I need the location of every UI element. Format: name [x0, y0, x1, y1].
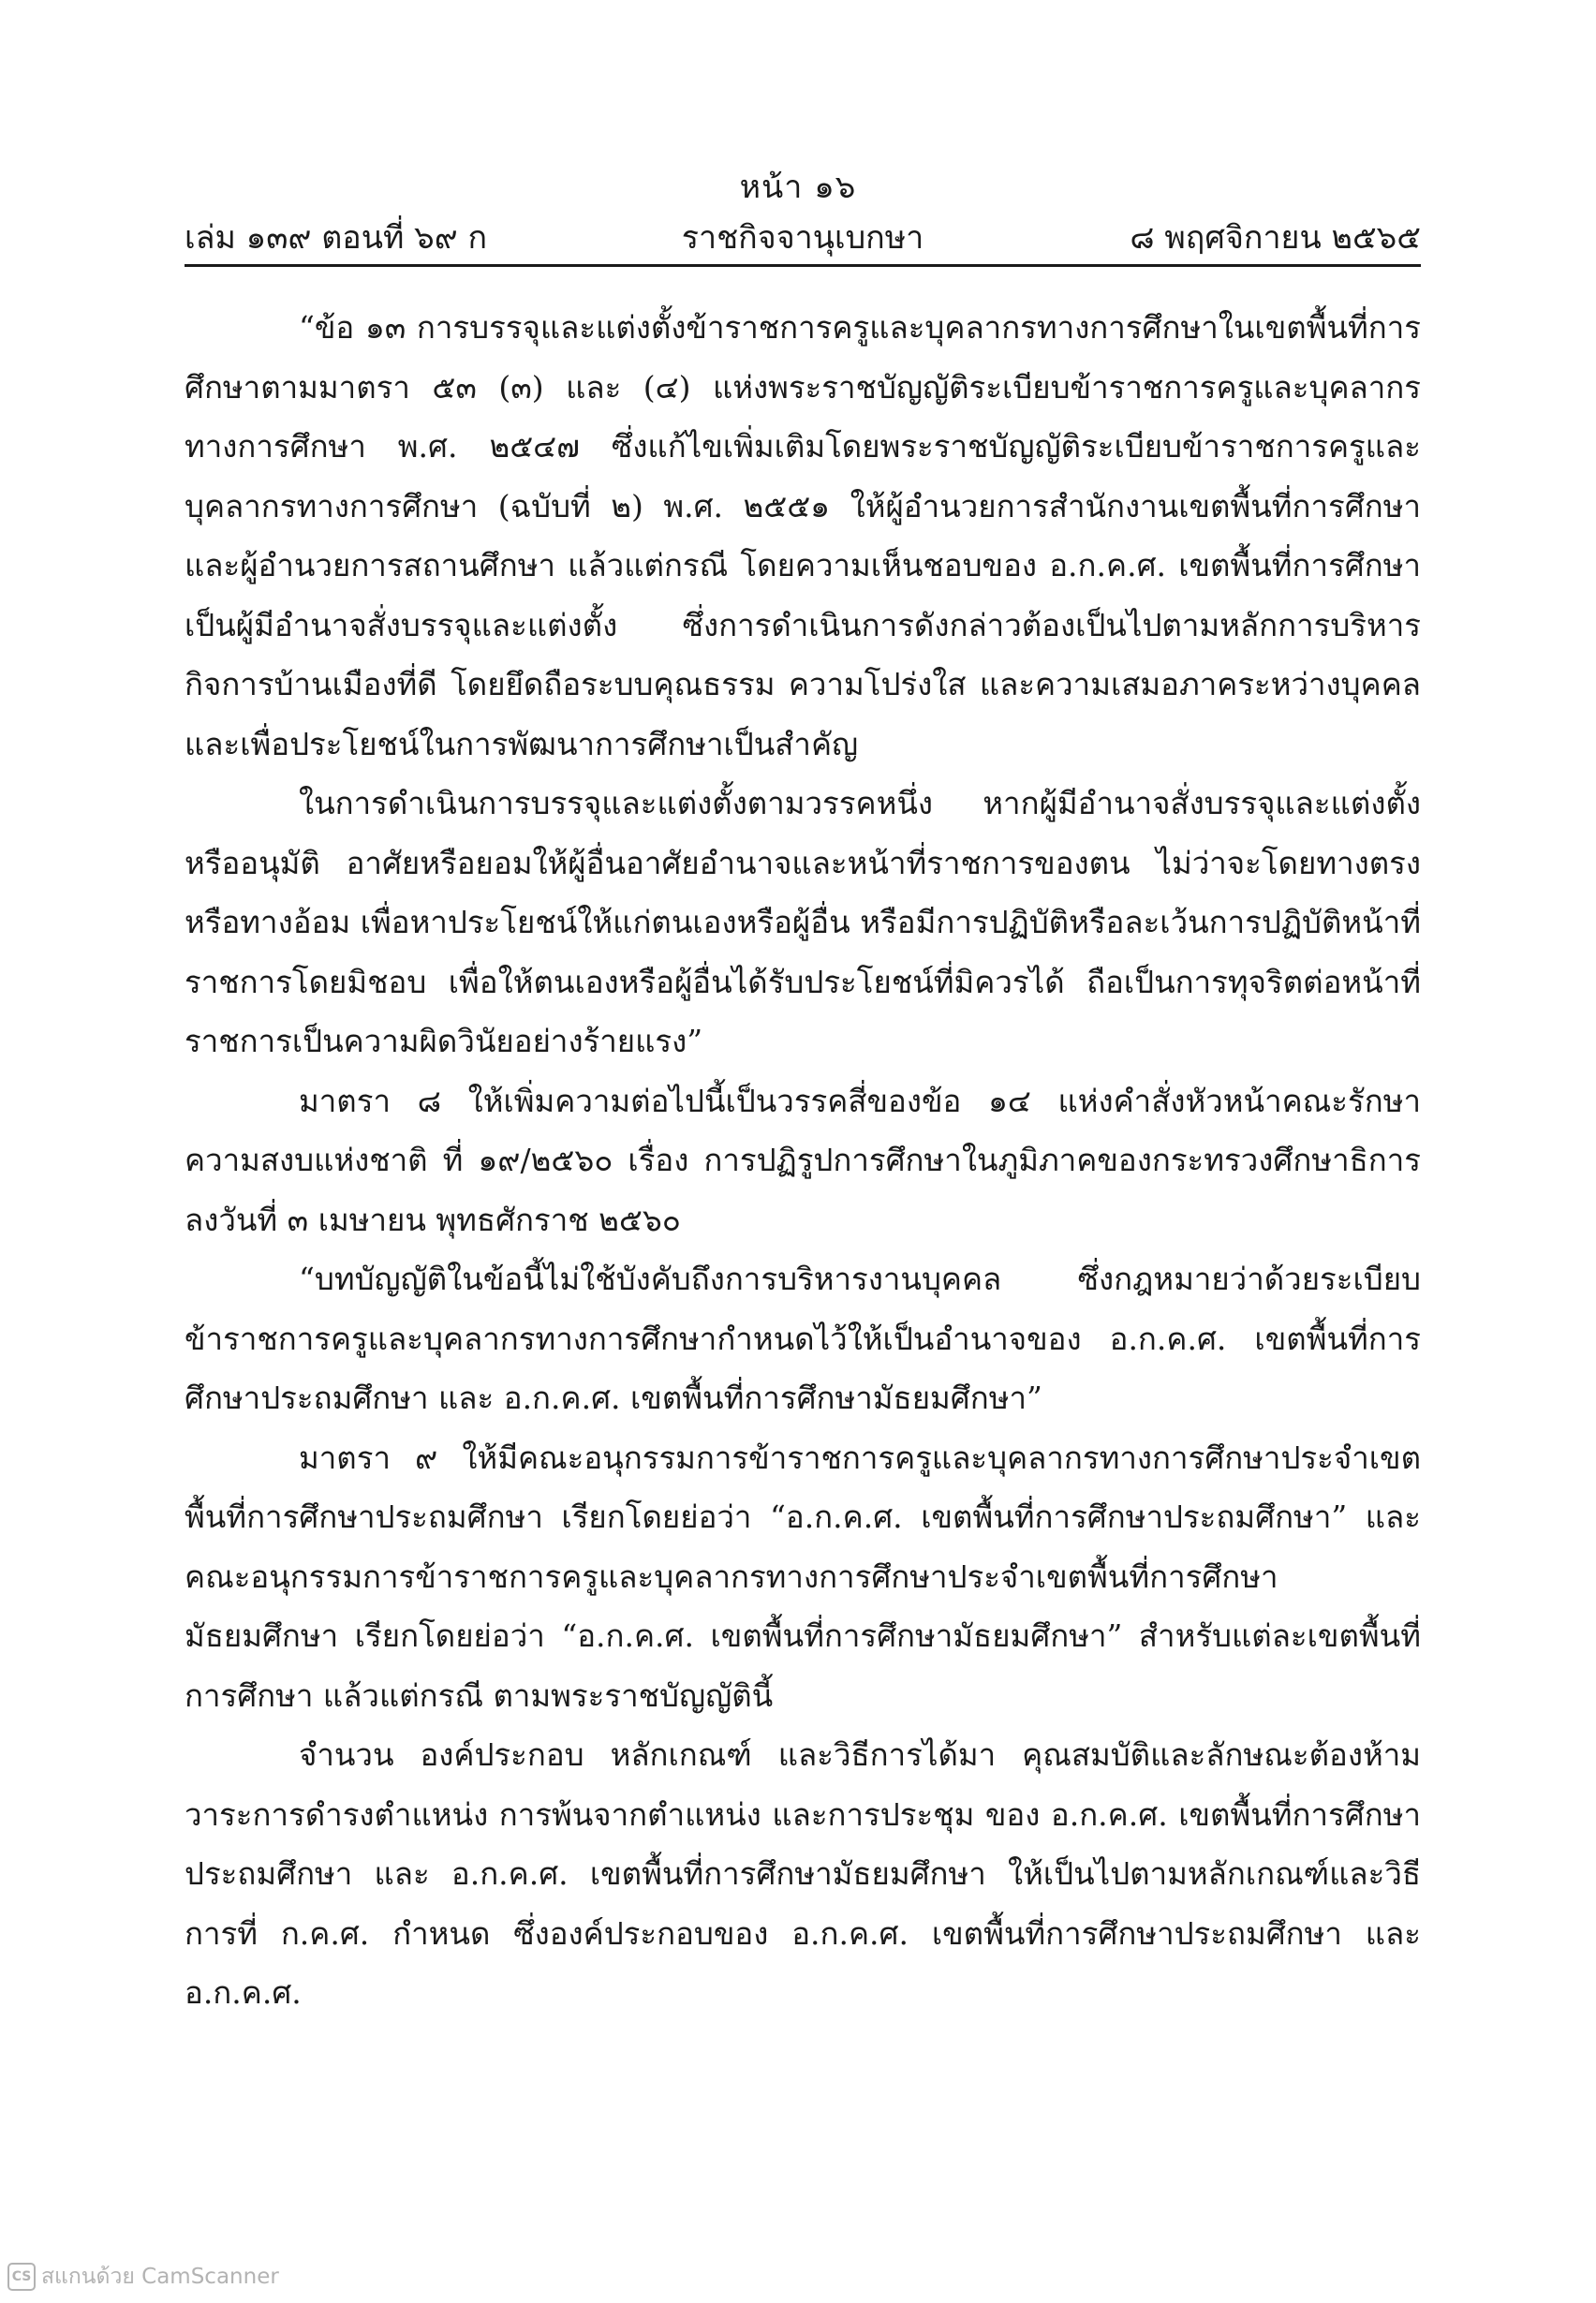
header-divider: [185, 264, 1421, 267]
camscanner-logo-icon: CS: [7, 2263, 36, 2291]
gazette-title: ราชกิจจานุเบกษา: [681, 219, 924, 257]
page-number: หน้า ๑๖: [739, 169, 857, 206]
volume-issue: เล่ม ๑๓๙ ตอนที่ ๖๙ ก: [185, 219, 488, 257]
publication-date: ๘ พฤศจิกายน ๒๕๖๕: [1130, 219, 1421, 257]
paragraph-section-9: มาตรา ๙ ให้มีคณะอนุกรรมการข้าราชการครูและบุคลากรทางการศึกษาประจำเขตพื้นที่การศึกษาประถมศึกษา เรียกโดยย่อว่า “อ.ก.ค.ศ. เขตพื้นที่การศึกษาประถมศึกษา” และคณะอนุกรรมการข้าราชการครูและบุคลากรทางการศึกษาประจำเขตพื้นที่การศึกษามัธยมศึกษา เรียกโดยย่อว่า “อ.ก.ค.ศ. เขตพื้นที่การศึกษามัธยมศึกษา” สำหรับแต่ละเขตพื้นที่การศึกษา แล้วแต่กรณี ตามพระราชบัญญัตินี้: [185, 1439, 1421, 1714]
paragraph-section-8-text: “บทบัญญัติในข้อนี้ไม่ใช้บังคับถึงการบริหารงานบุคคล ซึ่งกฎหมายว่าด้วยระเบียบข้าราชการครูและบุคลากรทางการศึกษากำหนดไว้ให้เป็นอำนาจของ อ.ก.ค.ศ. เขตพื้นที่การศึกษาประถมศึกษา และ อ.ก.ค.ศ. เขตพื้นที่การศึกษามัธยมศึกษา”: [185, 1261, 1421, 1416]
paragraph-section-8: มาตรา ๘ ให้เพิ่มความต่อไปนี้เป็นวรรคสี่ของข้อ ๑๔ แห่งคำสั่งหัวหน้าคณะรักษาความสงบแห่งชาติ ที่ ๑๙/๒๕๖๐ เรื่อง การปฏิรูปการศึกษาในภูมิภาคของกระทรวงศึกษาธิการ ลงวันที่ ๓ เมษายน พุทธศักราช ๒๕๖๐: [185, 1082, 1421, 1238]
document-body: [185, 298, 1421, 2023]
paragraph-clause-13: “ข้อ ๑๓ การบรรจุและแต่งตั้งข้าราชการครูและบุคลากรทางการศึกษาในเขตพื้นที่การศึกษาตามมาตรา ๕๓ (๓) และ (๔) แห่งพระราชบัญญัติระเบียบข้าราชการครูและบุคลากรทางการศึกษา พ.ศ. ๒๕๔๗ ซึ่งแก้ไขเพิ่มเติมโดยพระราชบัญญัติระเบียบข้าราชการครูและบุคลากรทางการศึกษา (ฉบับที่ ๒) พ.ศ. ๒๕๕๑ ให้ผู้อำนวยการสำนักงานเขตพื้นที่การศึกษาและผู้อำนวยการสถานศึกษา แล้วแต่กรณี โดยความเห็นชอบของ อ.ก.ค.ศ. เขตพื้นที่การศึกษา เป็นผู้มีอำนาจสั่งบรรจุและแต่งตั้ง ซึ่งการดำเนินการดังกล่าวต้องเป็นไปตามหลักการบริหารกิจการบ้านเมืองที่ดี โดยยึดถือระบบคุณธรรม ความโปร่งใส และความเสมอภาคระหว่างบุคคล และเพื่อประโยชน์ในการพัฒนาการศึกษาเป็นสำคัญ: [185, 309, 1421, 762]
paragraph-section-9-second: จำนวน องค์ประกอบ หลักเกณฑ์ และวิธีการได้มา คุณสมบัติและลักษณะต้องห้าม วาระการดำรงตำแหน่ง การพ้นจากตำแหน่ง และการประชุม ของ อ.ก.ค.ศ. เขตพื้นที่การศึกษาประถมศึกษา และ อ.ก.ค.ศ. เขตพื้นที่การศึกษามัธยมศึกษา ให้เป็นไปตามหลักเกณฑ์และวิธีการที่ ก.ค.ศ. กำหนด ซึ่งองค์ประกอบของ อ.ก.ค.ศ. เขตพื้นที่การศึกษาประถมศึกษา และ อ.ก.ค.ศ.: [185, 1736, 1421, 2011]
watermark-text: สแกนด้วย CamScanner: [41, 2265, 279, 2289]
paragraph-clause-13-second: ในการดำเนินการบรรจุและแต่งตั้งตามวรรคหนึ่ง หากผู้มีอำนาจสั่งบรรจุและแต่งตั้งหรืออนุมัติ อาศัยหรือยอมให้ผู้อื่นอาศัยอำนาจและหน้าที่ราชการของตน ไม่ว่าจะโดยทางตรงหรือทางอ้อม เพื่อหาประโยชน์ให้แก่ตนเองหรือผู้อื่น หรือมีการปฏิบัติหรือละเว้นการปฏิบัติหน้าที่ราชการโดยมิชอบ เพื่อให้ตนเองหรือผู้อื่นได้รับประโยชน์ที่มิควรได้ ถือเป็นการทุจริตต่อหน้าที่ราชการเป็นความผิดวินัยอย่างร้ายแรง”: [185, 785, 1421, 1059]
camscanner-watermark: [7, 2260, 279, 2294]
gazette-header: [185, 212, 1421, 257]
